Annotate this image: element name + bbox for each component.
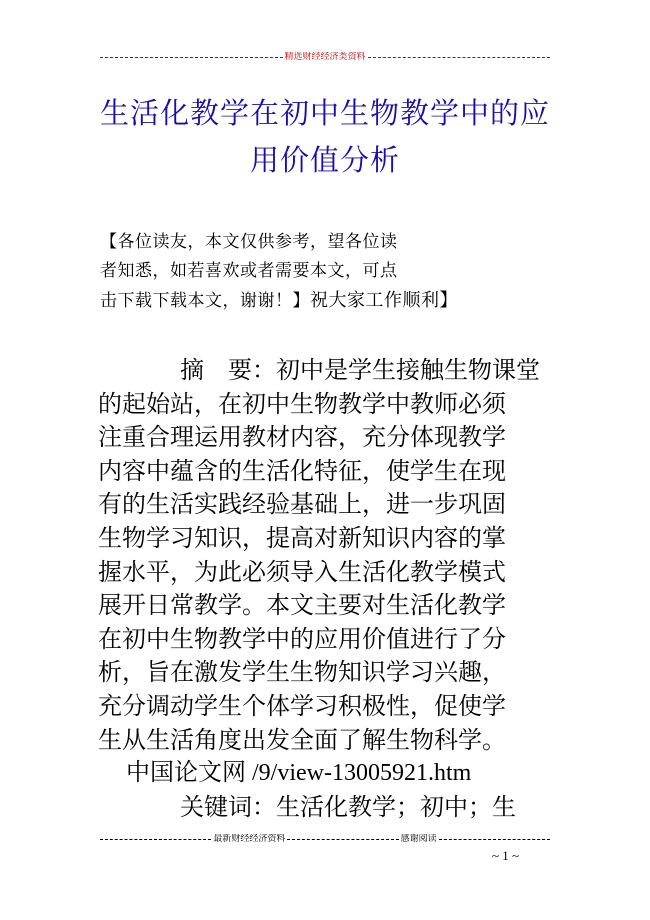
abstract-line: 注重合理运用教材内容，充分体现教学 [98,423,506,452]
reader-note [100,228,570,316]
abstract-line: 生物学习知识，提高对新知识内容的掌 [98,523,506,552]
note-wish: 祝大家工作顺利】 [310,290,458,311]
abstract-line: 有的生活实践经验基础上，进一步巩固 [98,490,506,519]
header-rule [100,52,550,62]
footer-dash-middle [287,839,398,840]
page-number: ~ 1 ~ [492,848,520,863]
note-line-3 [100,286,570,316]
footer-label-right: 感谢阅读 [400,834,437,844]
footer-dash-left [100,839,211,840]
abstract-line: 析，旨在激发学生生物知识学习兴趣， [98,658,506,687]
note-line-2: 者知悉，如若喜欢或者需要本文，可点 [100,261,398,281]
footer-label-left: 最新财经经济资料 [213,834,286,844]
note-line-1: 【各位读友，本文仅供参考，望各位读 [100,232,398,252]
header-dash-right [368,57,550,58]
abstract-body [98,354,558,824]
document-title [90,90,560,184]
header-dash-left [100,57,283,58]
note-line-3-text: 击下载下载本文，谢谢！】 [100,291,310,311]
footer-dash-right [439,839,550,840]
title-line-1: 生活化教学在初中生物教学中的应 [99,96,550,130]
keywords-line: 关键词：生活化教学；初中；生 [180,792,516,821]
abstract-line: 摘 要：初中是学生接触生物课堂 [180,356,540,384]
abstract-line: 内容中蕴含的生活化特征，使学生在现 [98,456,506,485]
header-label: 精选财经经济类资料 [284,52,366,62]
abstract-line: 握水平，为此必须导入生活化教学模式 [98,557,506,586]
abstract-line: 生从生活角度出发全面了解生物科学。 [98,725,506,754]
abstract-line: 在初中生物教学中的应用价值进行了分 [98,624,506,653]
source-url: 中国论文网 /9/view-13005921.htm [126,760,472,787]
abstract-line: 充分调动学生个体学习积极性，促使学 [98,691,506,720]
abstract-line: 展开日常教学。本文主要对生活化教学 [98,591,506,620]
title-line-2: 用价值分析 [249,143,400,177]
footer-rule [100,834,550,844]
abstract-line: 的起始站，在初中生物教学中教师必须 [98,389,506,418]
